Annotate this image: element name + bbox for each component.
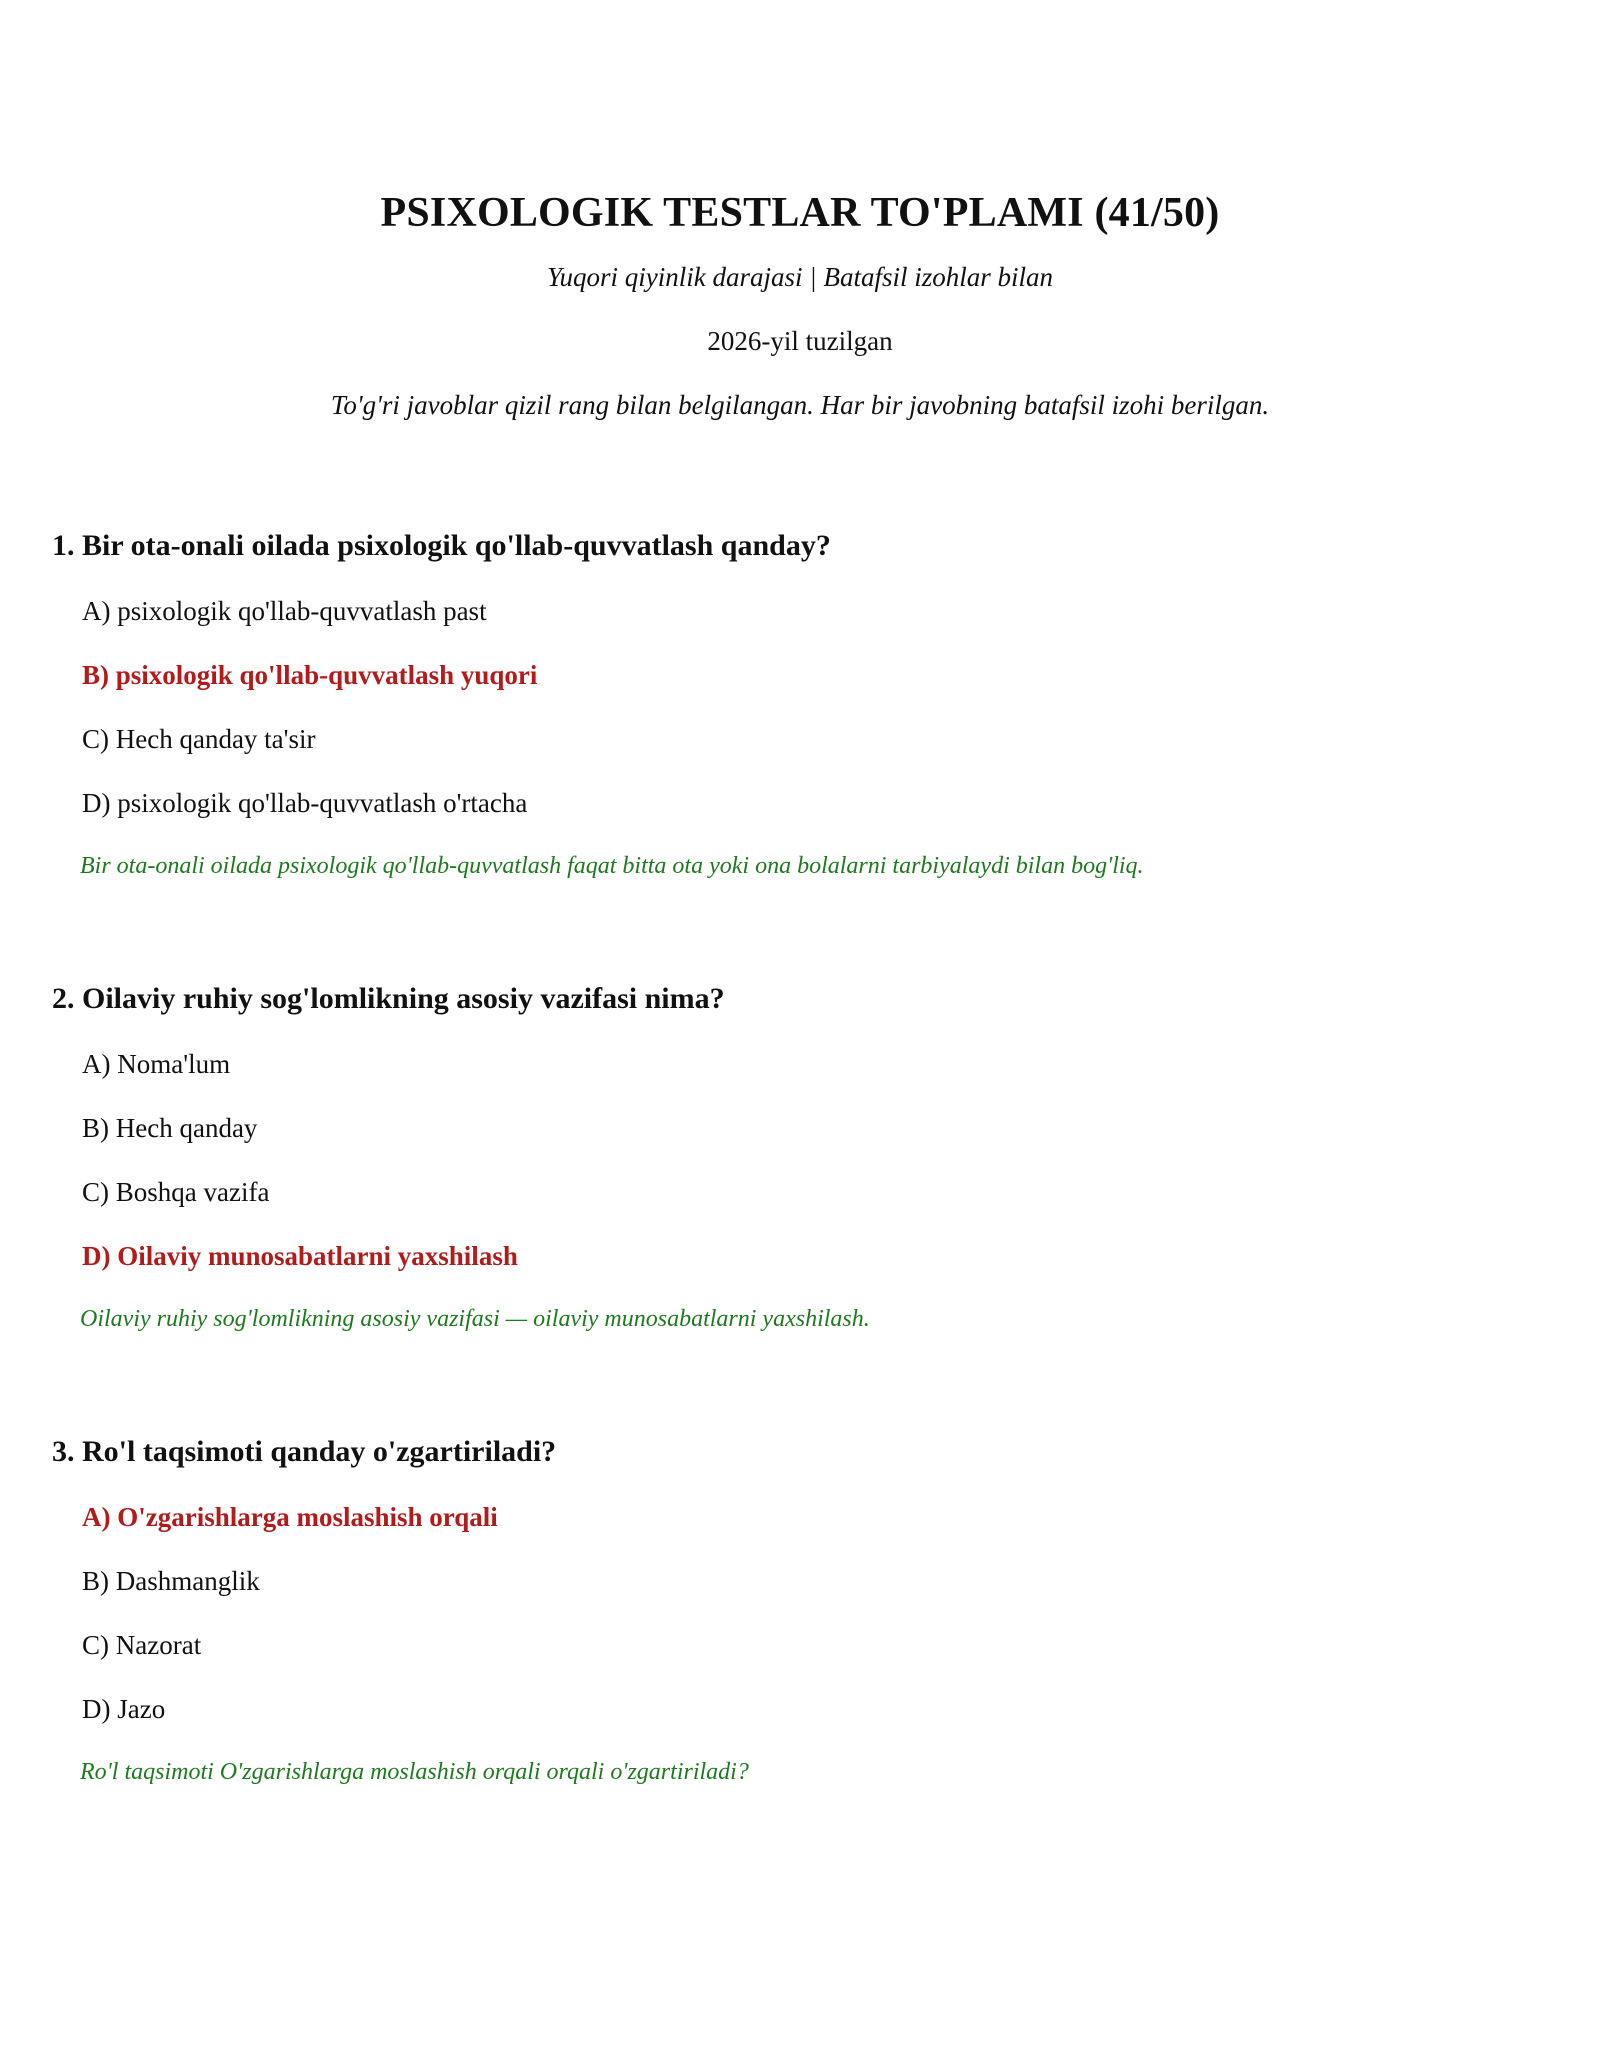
option-c: C) Nazorat bbox=[82, 1630, 202, 1660]
instruction-note: To'g'ri javoblar qizil rang bilan belgilangan. Har bir javobning batafsil izohi berilgan. bbox=[330, 390, 1270, 420]
explanation: Oilaviy ruhiy sog'lomlikning asosiy vazifasi — oilaviy munosabatlarni yaxshilash. bbox=[80, 1306, 870, 1332]
year-line: 2026-yil tuzilgan bbox=[707, 326, 893, 356]
explanation: Bir ota-onali oilada psixologik qo'llab-quvvatlash faqat bitta ota yoki ona bolalarni tarbiyalaydi bilan bog'liq. bbox=[80, 853, 1144, 879]
option-d: D) Jazo bbox=[82, 1694, 166, 1724]
explanation: Ro'l taqsimoti O'zgarishlarga moslashish orqali orqali o'zgartiriladi? bbox=[80, 1759, 749, 1785]
question-3 bbox=[52, 1433, 1552, 1886]
option-a: A) Noma'lum bbox=[82, 1049, 231, 1079]
option-d: D) psixologik qo'llab-quvvatlash o'rtacha bbox=[82, 788, 528, 818]
option-a: A) psixologik qo'llab-quvvatlash past bbox=[82, 596, 487, 626]
option-b: B) psixologik qo'llab-quvvatlash yuqori bbox=[82, 660, 538, 690]
option-d: D) Oilaviy munosabatlarni yaxshilash bbox=[82, 1241, 518, 1271]
question-2 bbox=[52, 980, 1552, 1433]
option-b: B) Hech qanday bbox=[82, 1113, 258, 1143]
option-a: A) O'zgarishlarga moslashish orqali bbox=[82, 1502, 498, 1532]
question-1 bbox=[52, 527, 1552, 980]
subtitle: Yuqori qiyinlik darajasi | Batafsil izohlar bilan bbox=[547, 262, 1053, 292]
option-b: B) Dashmanglik bbox=[82, 1566, 260, 1596]
option-c: C) Boshqa vazifa bbox=[82, 1177, 270, 1207]
document-header bbox=[0, 0, 1600, 422]
page-title: PSIXOLOGIK TESTLAR TO'PLAMI (41/50) bbox=[380, 190, 1220, 236]
question-text: 2. Oilaviy ruhiy sog'lomlikning asosiy vazifasi nima? bbox=[52, 982, 725, 1015]
option-c: C) Hech qanday ta'sir bbox=[82, 724, 316, 754]
question-text: 3. Ro'l taqsimoti qanday o'zgartiriladi? bbox=[52, 1435, 557, 1468]
question-text: 1. Bir ota-onali oilada psixologik qo'llab-quvvatlash qanday? bbox=[52, 529, 831, 562]
question-list bbox=[52, 527, 1552, 1886]
